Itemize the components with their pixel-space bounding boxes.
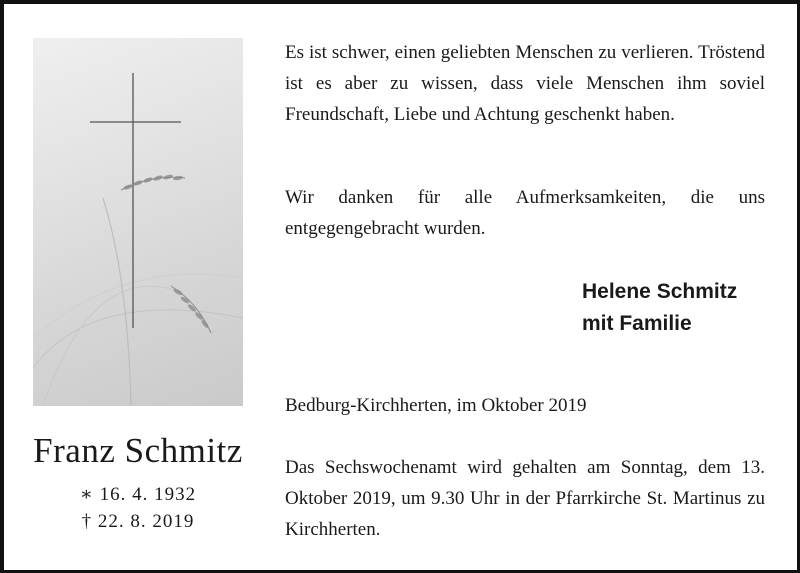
mass-announcement: Das Sechswochenamt wird gehalten am Sonntag, dem 13. Oktober 2019, um 9.30 Uhr in der Pfarrkirche St. Martinus zu Kirchherten. xyxy=(285,457,765,540)
deceased-name: Franz Schmitz xyxy=(33,431,243,470)
death-date: † 22. 8. 2019 xyxy=(81,511,195,532)
place-date: Bedburg-Kirchherten, im Oktober 2019 xyxy=(285,395,587,416)
cross-with-wheat-image xyxy=(33,38,243,406)
thanks-paragraph: Wir danken für alle Aufmerksamkeiten, die uns entgegengebracht wurden. xyxy=(285,187,765,239)
birth-date: ∗ 16. 4. 1932 xyxy=(79,484,197,505)
signature-family: mit Familie xyxy=(582,312,692,335)
cross-with-wheat-icon xyxy=(33,38,243,406)
signature-name: Helene Schmitz xyxy=(582,280,738,303)
condolence-paragraph: Es ist schwer, einen geliebten Menschen zu verlieren. Tröstend ist es aber zu wissen, dass viele Menschen ihm soviel Freundschaft, Liebe und Achtung geschenkt haben. xyxy=(285,42,765,125)
